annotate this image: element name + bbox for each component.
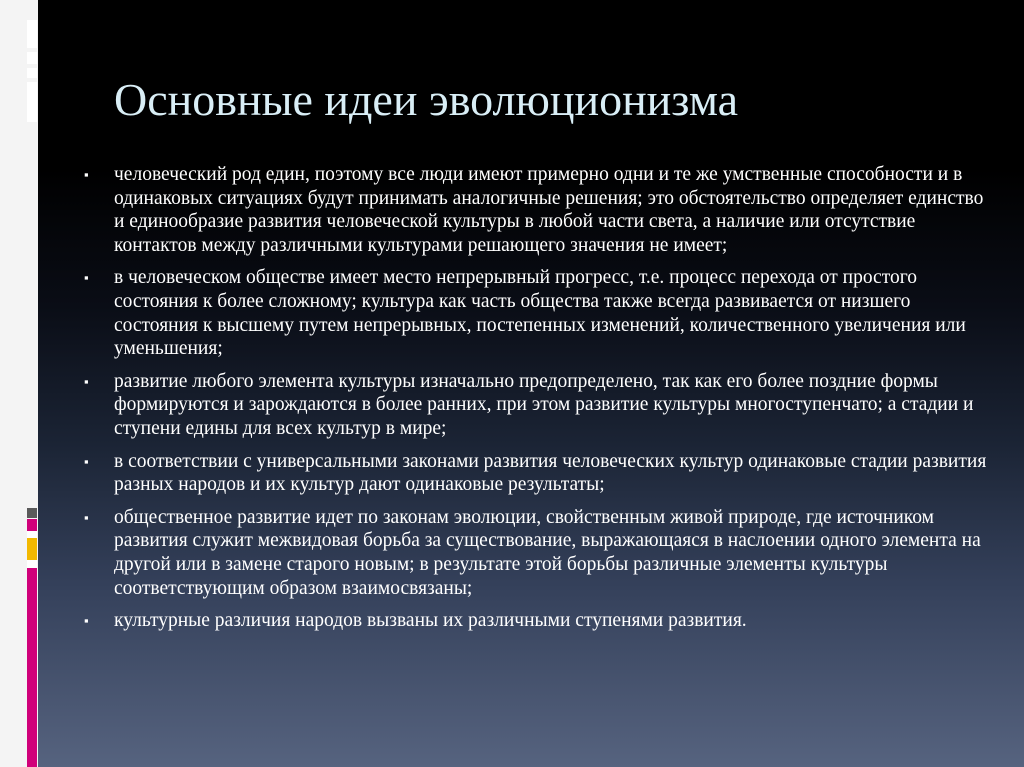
bullet-marker-icon: ▪ <box>84 613 89 629</box>
deco-bar <box>27 82 37 122</box>
bullet-marker-icon: ▪ <box>84 453 89 469</box>
deco-bar <box>27 519 37 531</box>
bullet-item <box>84 450 994 497</box>
deco-bar <box>27 20 37 48</box>
deco-bar <box>27 568 37 767</box>
bullet-text: культурные различия народов вызваны их различными ступенями развития. <box>114 610 747 632</box>
bullet-item <box>84 163 994 257</box>
bullet-item <box>84 370 994 441</box>
bullet-text: человеческий род един, поэтому все люди имеют примерно одни и те же умственные способности и в одинаковых ситуациях будут принимать аналогичные решения; это обстоятельство определяет единство и единообразие развития человеческой культуры в любой части света, а наличие или отсутствие контактов между различными культурами решающего значения не имеет; <box>114 164 984 256</box>
deco-bar <box>27 538 37 560</box>
deco-bar <box>27 560 37 568</box>
deco-bar <box>27 68 37 78</box>
deco-bar <box>27 531 37 538</box>
bullet-item <box>84 609 994 633</box>
bullet-marker-icon: ▪ <box>84 509 89 525</box>
deco-bar <box>27 52 37 64</box>
deco-bar <box>27 508 37 518</box>
bullet-marker-icon: ▪ <box>84 373 89 389</box>
bullet-text: в человеческом обществе имеет место непрерывный прогресс, т.е. процесс перехода от простого состояния к более сложному; культура как часть общества также всегда развивается от низшего состояния к высшему путем непрерывных, постепенных изменений, количественного увеличения или уменьшения; <box>114 267 966 360</box>
bullet-item <box>84 506 994 600</box>
bullet-item <box>84 266 994 360</box>
bullet-list <box>84 163 994 642</box>
left-decorative-strip <box>0 0 38 767</box>
bullet-text: в соответствии с универсальными законами развития человеческих культур одинаковые стадии развития разных народов и их культур дают одинаковые результаты; <box>114 450 987 496</box>
slide-title: Основные идеи эволюционизма <box>114 74 739 125</box>
bullet-marker-icon: ▪ <box>84 270 89 286</box>
bullet-text: развитие любого элемента культуры изначально предопределено, так как его более поздние формы формируются и зарождаются в более ранних, при этом развитие культуры многоступенчато; а стадии и ступени едины для всех культур в мире; <box>114 370 974 439</box>
bullet-marker-icon: ▪ <box>84 167 89 182</box>
bullet-text: общественное развитие идет по законам эволюции, свойственным живой природе, где источником развития служит межвидовая борьба за существование, выражающаяся в наслоении одного элемента на другой или в замене старого новым; в результате этой борьбы различные элементы культуры соответствующим образом взаимосвязаны; <box>114 506 981 599</box>
